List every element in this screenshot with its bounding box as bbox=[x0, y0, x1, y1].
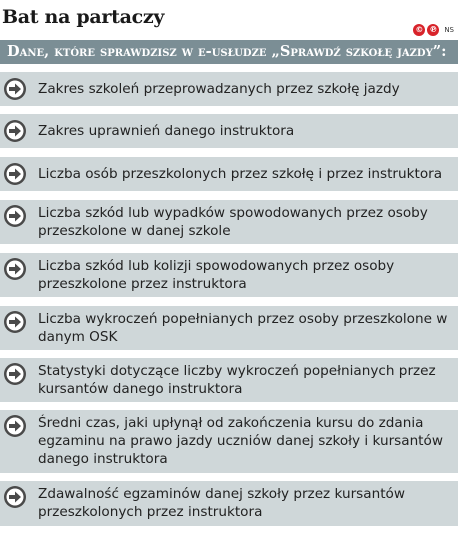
list-item bbox=[0, 481, 458, 526]
arrow-right-circle-icon bbox=[3, 204, 27, 228]
credits bbox=[413, 24, 454, 36]
list-item bbox=[0, 200, 458, 244]
item-text: Zakres uprawnień danego instruktora bbox=[38, 123, 295, 139]
arrow-right-circle-icon bbox=[3, 310, 27, 334]
copyright-icon: © bbox=[415, 25, 424, 34]
arrow-right-circle-icon bbox=[3, 119, 27, 143]
item-text: Statystyki dotyczące liczby wykroczeń popełnianych przez kursantów danego instruktora bbox=[38, 363, 436, 397]
item-text: Zakres szkoleń przeprowadzanych przez szkołę jazdy bbox=[38, 81, 400, 97]
list-item bbox=[0, 253, 458, 297]
item-text: Średni czas, jaki upłynął od zakończenia kursu do zdania egzaminu na prawo jazdy uczniów danej szkoły i kursantów danego instruktora bbox=[38, 415, 443, 467]
item-text: Liczba wykroczeń popełnianych przez osoby przeszkolone w danym OSK bbox=[38, 311, 448, 345]
list-item bbox=[0, 358, 458, 402]
producer-icon: ℗ bbox=[429, 25, 438, 34]
arrow-right-circle-icon bbox=[3, 77, 27, 101]
list-item bbox=[0, 114, 458, 148]
item-text: Zdawalność egzaminów danej szkoły przez kursantów przeszkolonych przez instruktora bbox=[38, 486, 405, 520]
arrow-right-circle-icon bbox=[3, 362, 27, 386]
list-item bbox=[0, 72, 458, 106]
infographic-title: Bat na partaczy bbox=[2, 6, 165, 28]
item-text: Liczba szkód lub wypadków spowodowanych przez osoby przeszkolone w danej szkole bbox=[38, 205, 428, 239]
list-item bbox=[0, 157, 458, 191]
credit-text: NS bbox=[444, 26, 454, 34]
arrow-right-circle-icon bbox=[3, 162, 27, 186]
header-bar: Dane, które sprawdzisz w e-usłudze „Sprawdź szkołę jazdy”: bbox=[0, 40, 458, 64]
arrow-right-circle-icon bbox=[3, 485, 27, 509]
list-item bbox=[0, 410, 458, 473]
item-text: Liczba szkód lub kolizji spowodowanych przez osoby przeszkolone przez instruktora bbox=[38, 258, 395, 292]
item-text: Liczba osób przeszkolonych przez szkołę i przez instruktora bbox=[38, 166, 443, 182]
arrow-right-circle-icon bbox=[3, 414, 27, 438]
list-item bbox=[0, 306, 458, 350]
arrow-right-circle-icon bbox=[3, 257, 27, 281]
